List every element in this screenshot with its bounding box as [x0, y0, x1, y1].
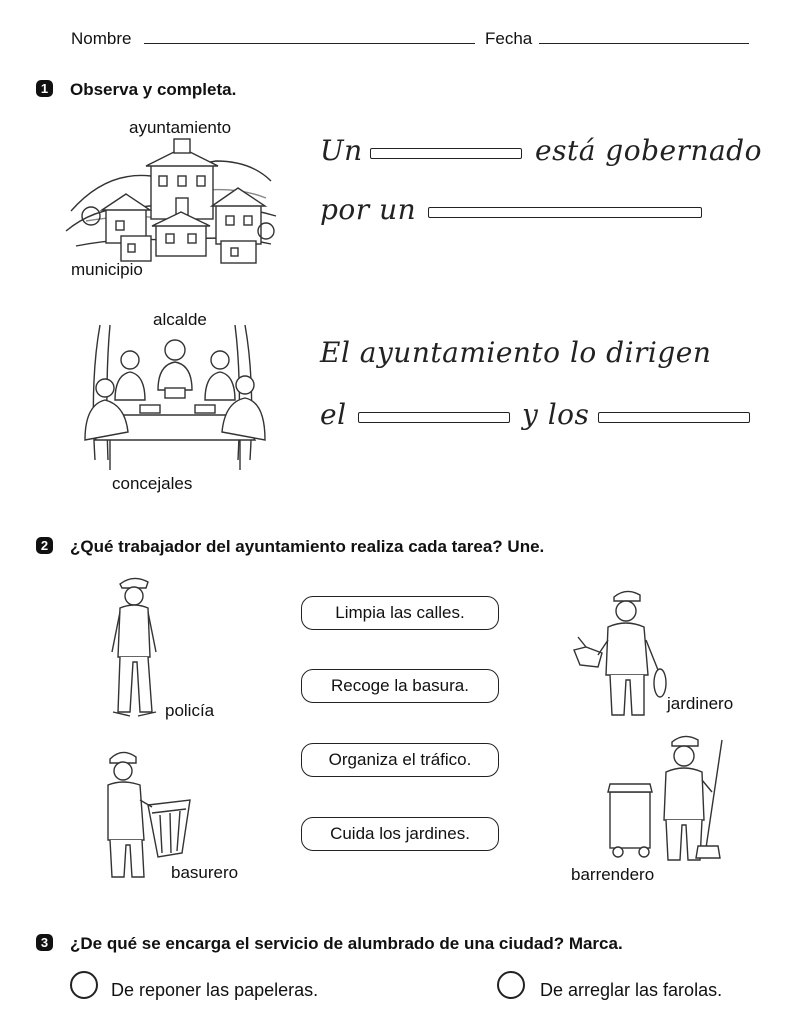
- blank-ayuntamiento[interactable]: [428, 207, 702, 218]
- section-1-number-badge: 1: [36, 80, 53, 97]
- date-label: Fecha: [485, 29, 533, 48]
- basurero-label: basurero: [171, 863, 239, 882]
- blank-alcalde[interactable]: [358, 412, 510, 423]
- task-box-recoge[interactable]: Recoge la basura.: [301, 669, 499, 703]
- date-field-line[interactable]: [539, 43, 749, 44]
- name-field-line[interactable]: [144, 43, 475, 44]
- option-2-label: De arreglar las farolas.: [540, 980, 723, 1000]
- section-3-title: ¿De qué se encarga el servicio de alumbrado de una ciudad? Marca.: [70, 934, 623, 953]
- task-box-cuida[interactable]: Cuida los jardines.: [301, 817, 499, 851]
- council-meeting-illustration: [70, 320, 280, 475]
- sentence-2-part-1: El ayuntamiento lo dirigen: [320, 336, 712, 369]
- section-3-number-badge: 3: [36, 934, 53, 951]
- option-1-label: De reponer las papeleras.: [111, 980, 319, 1000]
- blank-concejales[interactable]: [598, 412, 750, 423]
- section-2-number-badge: 2: [36, 537, 53, 554]
- task-box-limpia[interactable]: Limpia las calles.: [301, 596, 499, 630]
- sentence-1-part-1: Un: [320, 134, 363, 167]
- concejales-label: concejales: [112, 474, 193, 493]
- sentence-2-part-2: el: [320, 398, 347, 431]
- policia-label: policía: [165, 701, 215, 720]
- policia-illustration: [108, 572, 168, 722]
- barrendero-label: barrendero: [571, 865, 655, 884]
- ayuntamiento-label: ayuntamiento: [129, 118, 232, 137]
- alcalde-label: alcalde: [153, 310, 207, 329]
- jardinero-label: jardinero: [667, 694, 734, 713]
- municipio-label: municipio: [71, 260, 143, 279]
- option-2-checkbox[interactable]: [497, 971, 525, 999]
- sentence-1-part-3: por un: [320, 193, 417, 226]
- blank-municipio[interactable]: [370, 148, 522, 159]
- name-label: Nombre: [71, 29, 132, 48]
- option-1-checkbox[interactable]: [70, 971, 98, 999]
- section-2-title: ¿Qué trabajador del ayuntamiento realiza cada tarea? Une.: [70, 537, 545, 556]
- section-1-title: Observa y completa.: [70, 80, 237, 99]
- task-box-organiza[interactable]: Organiza el tráfico.: [301, 743, 499, 777]
- sentence-2-part-3: y los: [522, 398, 590, 431]
- jardinero-illustration: [568, 585, 678, 725]
- sentence-1-part-2: está gobernado: [535, 134, 762, 167]
- barrendero-illustration: [606, 730, 726, 870]
- village-illustration: [66, 136, 276, 266]
